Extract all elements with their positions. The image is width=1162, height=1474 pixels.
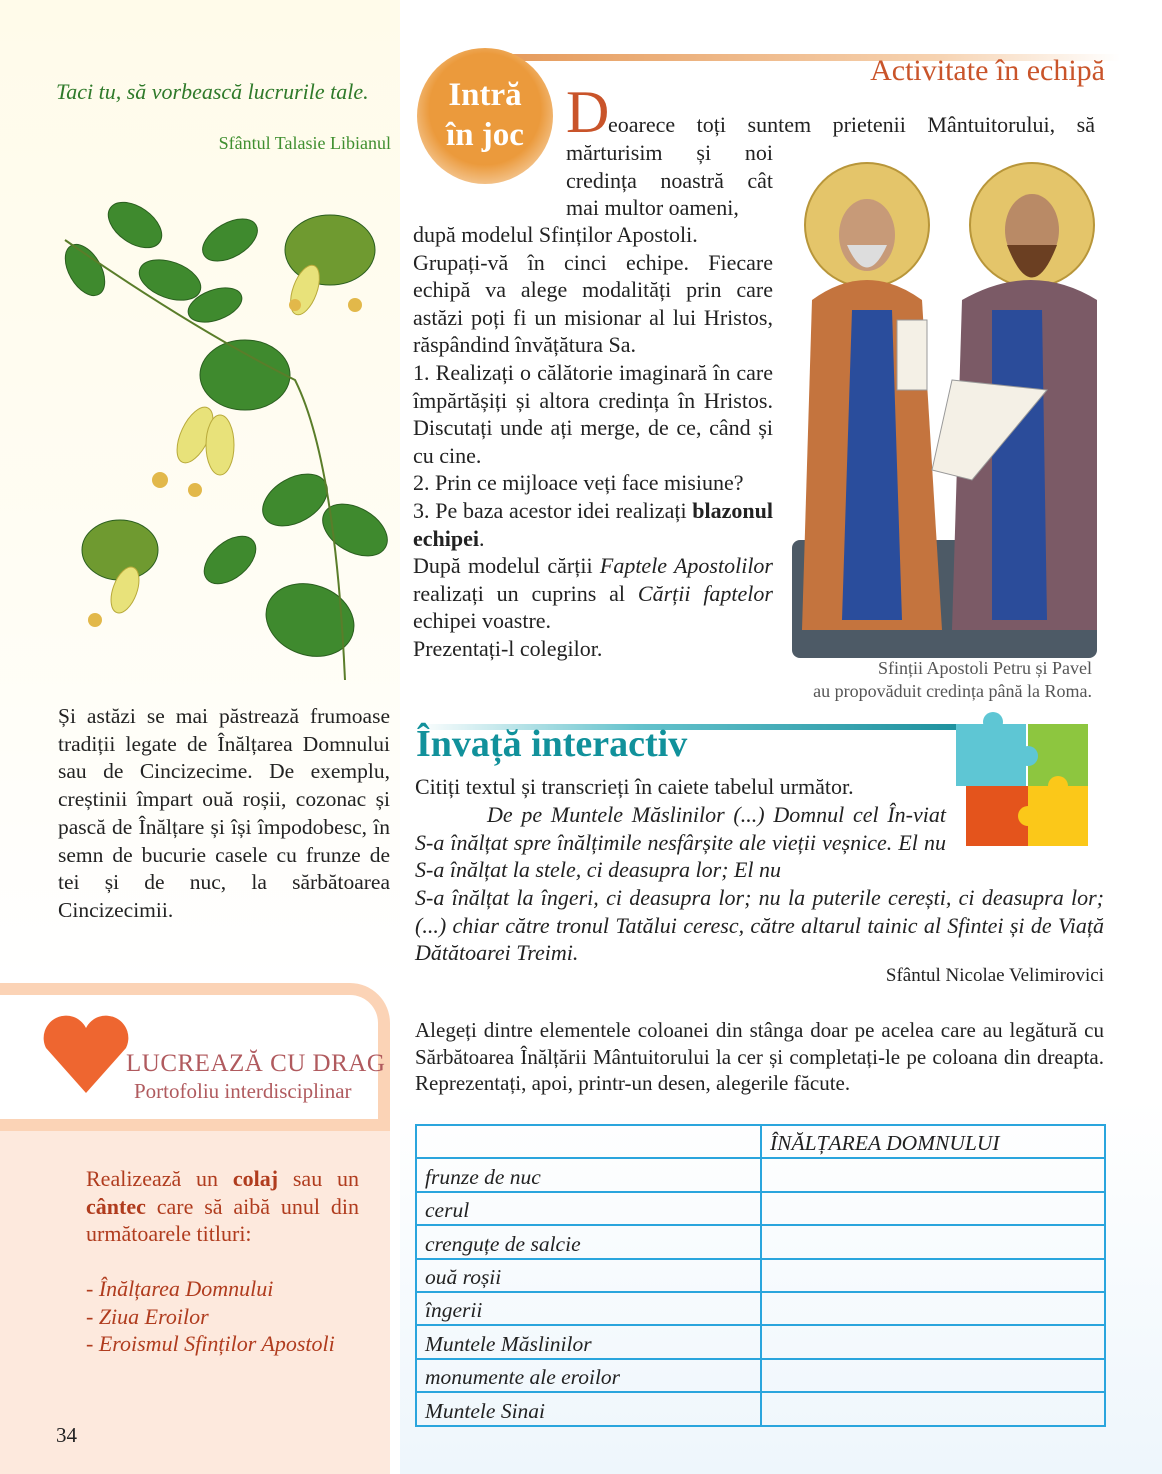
interactive-quote-2: S-a înălțat la îngeri, ci deasupra lor; nu la puterile cerești, ci deasupra lor; (...) chiar către tronul Tatălui ceresc, către altarul tainic al Sfintei și de Viață Dătătoarei Treimi.	[415, 885, 1104, 966]
list-item: - Ziua Eroilor	[86, 1303, 209, 1329]
task-text: Alegeți dintre elementele coloanei din stânga doar pe acelea care au legătură cu Sărbătoarea Înălțării Mântuitorului la cer și completați-le pe coloana din dreapta. Reprezentați, apoi, printr-un desen, alegerile făcute.	[415, 1018, 1104, 1095]
t1: Realizează un	[86, 1166, 233, 1191]
header-cell-empty	[416, 1125, 761, 1158]
activity-p6	[413, 552, 773, 635]
page-number: 34	[56, 1423, 77, 1447]
interactive-quote-author: Sfântul Nicolae Velimirovici	[885, 965, 1104, 986]
table-row	[416, 1158, 1105, 1191]
drag-subtitle: Portofoliu interdisciplinar	[134, 1079, 352, 1103]
table-row	[416, 1325, 1105, 1358]
activity-p2: Grupați-vă în cinci echipe. Fiecare echipă va alege modalități prin care astăzi poți fi un misionar al lui Hristos, răspândind învățătura Sa.	[413, 249, 773, 358]
row-label: crenguțe de salcie	[416, 1225, 761, 1258]
row-answer-cell	[761, 1259, 1105, 1292]
row-answer-cell	[761, 1225, 1105, 1258]
interactive-quote-1-block	[415, 801, 946, 884]
task-block	[415, 1017, 1104, 1097]
p6-d: Cărții faptelor	[637, 580, 773, 606]
narrow-text-block	[566, 139, 773, 222]
row-answer-cell	[761, 1392, 1105, 1425]
interactive-quote-1: De pe Muntele Măslinilor (...) Domnul cel În-viat S-a înălțat spre înălțimile nesfârșite ale vieții veșnice. El nu S-a înălțat la stele, ci deasupra lor; El nu	[415, 802, 946, 883]
badge-line2: în joc	[446, 117, 524, 153]
first-line: eoarece toți suntem prietenii Mântuitorului, să	[608, 112, 1095, 137]
t2: colaj	[232, 1166, 279, 1191]
traditions-paragraph	[58, 703, 390, 925]
activity-p1: după modelul Sfinților Apostoli.	[413, 222, 698, 247]
traditions-text: Și astăzi se mai păstrează frumoase tradiții legate de Înălțarea Domnului sau de Cincizecime. De exemplu, creștinii împart ouă roșii, cozonac și pască de Înălțare și își împodobesc, în semn de bucurie casele cu frunze de tei și de nuc, la sărbătoarea Cincizecimii.	[58, 704, 390, 922]
t4: cântec	[86, 1193, 146, 1219]
interactive-title: Învață interactiv	[416, 723, 688, 765]
row-answer-cell	[761, 1158, 1105, 1191]
puzzle-icon	[948, 706, 1104, 862]
p6-c: realizați un cuprins al	[413, 580, 638, 606]
table-row	[416, 1359, 1105, 1392]
row-answer-cell	[761, 1292, 1105, 1325]
intra-in-joc-badge	[417, 48, 553, 184]
p5-end: .	[479, 525, 485, 551]
table-header-row	[416, 1125, 1105, 1158]
linden-branch-illustration	[45, 180, 405, 690]
table-row	[416, 1225, 1105, 1258]
table-row	[416, 1259, 1105, 1292]
row-answer-cell	[761, 1325, 1105, 1358]
activity-p5	[413, 497, 773, 552]
caption-line2: au propovăduit credința până la Roma.	[813, 681, 1092, 701]
table-row	[416, 1392, 1105, 1425]
table-row	[416, 1192, 1105, 1225]
title-list	[86, 1275, 335, 1358]
heart-icon	[36, 1008, 136, 1098]
activity-body	[413, 221, 773, 663]
activity-p3: 1. Realizați o călătorie imaginară în care împărtășiți și altora credința în Hristos. Discutați unde ați merge, de ce, când și cu cine.	[413, 359, 773, 468]
image-caption	[760, 657, 1092, 703]
table-row	[416, 1292, 1105, 1325]
row-label: cerul	[416, 1192, 761, 1225]
row-label: Muntele Sinai	[416, 1392, 761, 1425]
drop-cap: D	[566, 79, 610, 145]
narrow-text: mărturisim și noi credința noastră cât mai multor oameni,	[566, 140, 773, 221]
p6-b: Faptele Apostolilor	[599, 553, 773, 579]
activity-p4: 2. Prin ce mijloace veți face misiune?	[413, 470, 744, 496]
p5-bold: blazonul echipei	[413, 497, 773, 551]
quote-text: Taci tu, să vorbească lucrurile tale.	[56, 79, 369, 104]
interactive-intro: Citiți textul și transcrieți în caiete tabelul următor.	[415, 774, 854, 799]
apostles-icon-image	[792, 150, 1097, 658]
row-answer-cell	[761, 1192, 1105, 1225]
t3: sau un	[278, 1166, 359, 1191]
row-label: ouă roșii	[416, 1259, 761, 1292]
drag-title: LUCREAZĂ CU DRAG	[126, 1050, 386, 1077]
p5-text: 3. Pe baza acestor idei realizați	[413, 497, 693, 523]
activity-p7: Prezentați-l colegilor.	[413, 635, 603, 661]
drag-text-block	[86, 1165, 359, 1248]
row-label: îngerii	[416, 1292, 761, 1325]
list-item: - Înălțarea Domnului	[86, 1276, 274, 1301]
row-label: monumente ale eroilor	[416, 1359, 761, 1392]
quote-author: Sfântul Talasie Libianul	[218, 133, 391, 153]
p6-e: echipei voastre.	[413, 608, 552, 634]
badge-line1: Intră	[448, 77, 522, 113]
section-title: Activitate în echipă	[870, 54, 1105, 87]
p6-a: După modelul cărții	[413, 553, 600, 579]
header-cell: ÎNĂLȚAREA DOMNULUI	[761, 1125, 1105, 1158]
row-label: Muntele Măslinilor	[416, 1325, 761, 1358]
caption-line1: Sfinții Apostoli Petru și Pavel	[877, 658, 1092, 678]
classification-table	[415, 1124, 1106, 1427]
list-item: - Eroismul Sfinților Apostoli	[86, 1331, 335, 1357]
row-answer-cell	[761, 1359, 1105, 1392]
drag-text	[86, 1165, 359, 1248]
t5: care să aibă unul din următoarele titluri:	[86, 1193, 359, 1247]
row-label: frunze de nuc	[416, 1158, 761, 1191]
interactive-quote-2-block	[415, 884, 1104, 967]
